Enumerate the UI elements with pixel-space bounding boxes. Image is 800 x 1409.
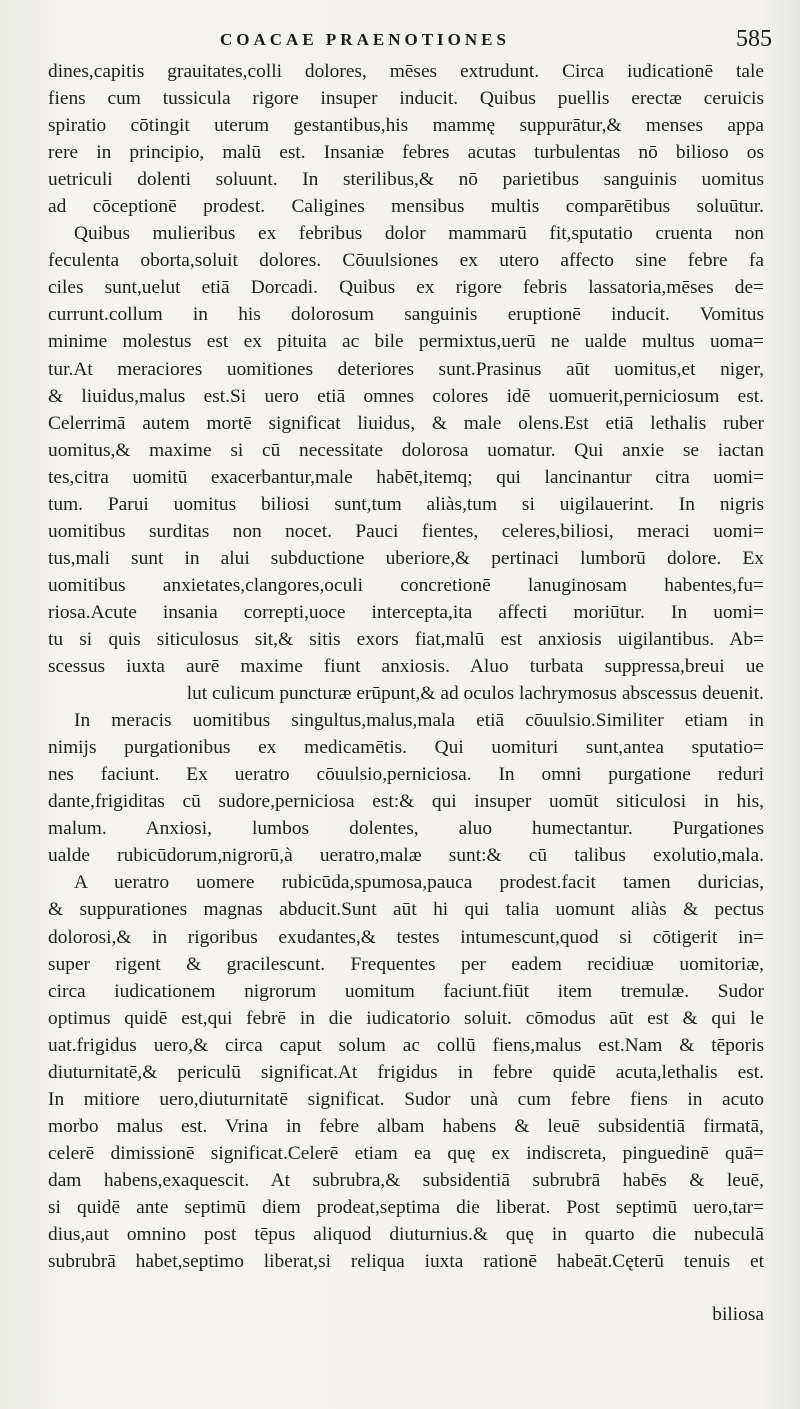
text-line: dolorosi,& in rigoribus exudantes,& testes intumescunt,quod si cōtigerit in=	[48, 926, 764, 948]
text-line: optimus quidē est,qui febrē in die iudicatorio soluit. cōmodus aūt est & qui le	[48, 1007, 764, 1029]
text-line: uat.frigidus uero,& circa caput solum ac collū fiens,malus est.Nam & tēporis	[48, 1034, 764, 1056]
text-line: celerē dimissionē significat.Celerē etiam ea quę ex indiscreta, pinguedinē quā=	[48, 1142, 764, 1164]
text-line: dante,frigiditas cū sudore,perniciosa est:& qui insuper uomūt siticulosi in his,	[48, 791, 764, 813]
text-line: dines,capitis grauitates,colli dolores, mēses extrudunt. Circa iudicationē tale	[48, 61, 764, 82]
text-line: Quibus mulieribus ex febribus dolor mammarū fit,sputatio cruenta non	[74, 223, 764, 245]
text-line: currunt.collum in his dolorosum sanguinis eruptionē inducit. Vomitus	[48, 304, 764, 326]
text-line: tu si quis siticulosus sit,& sitis exors fiat,malū est anxiosis uigilantibus. Ab=	[48, 628, 764, 650]
text-line: Celerrimā autem mortē significat liuidus, & male olens.Est etiā lethalis ruber	[48, 412, 764, 434]
text-line: ad cōceptionē prodest. Caligines mensibus multis comparētibus soluūtur.	[48, 196, 764, 218]
text-line: ciles sunt,uelut etiā Dorcadi. Quibus ex rigore febris lassatoria,mēses de=	[48, 277, 764, 299]
text-line: circa iudicationem nigrorum uomitum faciunt.fiūt item tremulæ. Sudor	[48, 980, 764, 1002]
text-line: tur.At meraciores uomitiones deteriores sunt.Prasinus aūt uomitus,et niger,	[48, 358, 764, 380]
page-header	[60, 26, 772, 58]
text-line: In meracis uomitibus singultus,malus,mala etiā cōuulsio.Similiter etiam in	[74, 710, 764, 732]
text-line: lut culicum puncturæ erūpunt,& ad oculos lachrymosus abscessus deuenit.	[186, 683, 764, 705]
text-line: In mitiore uero,diuturnitatē significat. Sudor unà cum febre fiens in acuto	[48, 1088, 764, 1110]
text-line: tes,citra uomitū exacerbantur,male habēt,itemq; qui lancinantur citra uomi=	[48, 466, 764, 488]
text-line: minime molestus est ex pituita ac bile permixtus,uerū ne ualde multus uoma=	[48, 331, 764, 353]
text-line: spiratio cōtingit uterum gestantibus,his mammę suppurātur,& menses appa	[48, 115, 764, 137]
text-line: fiens cum tussicula rigore insuper inducit. Quibus puellis erectæ ceruicis	[48, 88, 764, 110]
text-line: dius,aut omnino post tēpus aliquod diuturnius.& quę in quarto die nubeculā	[48, 1224, 764, 1246]
text-line: tus,mali sunt in alui subductione uberiore,& pertinaci lumborū dolore. Ex	[48, 547, 764, 569]
text-line: nimijs purgationibus ex medicamētis. Qui uomituri sunt,antea sputatio=	[48, 737, 764, 759]
text-line: uomitibus surditas non nocet. Pauci fientes, celeres,biliosi, meraci uomi=	[48, 520, 764, 542]
body-text	[48, 58, 764, 1275]
text-line: subrubrā habet,septimo liberat,si reliqua iuxta rationē habeāt.Cęterū tenuis et	[48, 1251, 764, 1273]
running-title: COACAE PRAENOTIONES	[220, 30, 510, 49]
text-line: nes faciunt. Ex ueratro cōuulsio,perniciosa. In omni purgatione reduri	[48, 764, 764, 786]
text-line: scessus iuxta aurē maxime fiunt anxiosis. Aluo turbata suppressa,breui ue	[48, 656, 764, 678]
text-line: dam habens,exaquescit. At subrubra,& subsidentiā subrubrā habēs & leuē,	[48, 1169, 764, 1191]
text-line: si quidē ante septimū diem prodeat,septima die liberat. Post septimū uero,tar=	[48, 1196, 764, 1218]
text-line: tum. Parui uomitus biliosi sunt,tum aliàs,tum si uigilauerint. In nigris	[48, 493, 764, 515]
text-line: ualde rubicūdorum,nigrorū,à ueratro,malæ sunt:& cū talibus exolutio,mala.	[48, 845, 764, 867]
text-line: super rigent & gracilescunt. Frequentes per eadem recidiuæ uomitoriæ,	[48, 953, 764, 975]
text-line: uetriculi dolenti soluunt. In sterilibus,& nō parietibus sanguinis uomitus	[48, 169, 764, 191]
text-line: morbo malus est. Vrina in febre albam habens & leuē subsidentiā firmatā,	[48, 1115, 764, 1137]
text-line: A ueratro uomere rubicūda,spumosa,pauca prodest.facit tamen duricias,	[74, 872, 764, 894]
text-line: diuturnitatē,& periculū significat.At frigidus in febre quidē acuta,lethalis est.	[48, 1061, 764, 1083]
text-line: uomitus,& maxime si cū necessitate dolorosa uomatur. Qui anxie se iactan	[48, 439, 764, 461]
text-line: rere in principio, malū est. Insaniæ febres acutas turbulentas nō bilioso os	[48, 142, 764, 164]
page-number: 585	[736, 26, 772, 52]
text-line: feculenta oborta,soluit dolores. Cōuulsiones ex utero affecto sine febre fa	[48, 250, 764, 272]
text-line: & liuidus,malus est.Si uero etiā omnes colores idē uomuerit,perniciosum est.	[48, 385, 764, 407]
text-line: riosa.Acute insania correpti,uoce intercepta,ita affecti moriūtur. In uomi=	[48, 601, 764, 623]
text-line: uomitibus anxietates,clangores,oculi concretionē lanuginosam habentes,fu=	[48, 574, 764, 596]
catchword: biliosa	[712, 1304, 764, 1325]
text-line: malum. Anxiosi, lumbos dolentes, aluo humectantur. Purgationes	[48, 818, 764, 840]
text-line: & suppurationes magnas abducit.Sunt aūt hi qui talia uomunt aliàs & pectus	[48, 899, 764, 921]
